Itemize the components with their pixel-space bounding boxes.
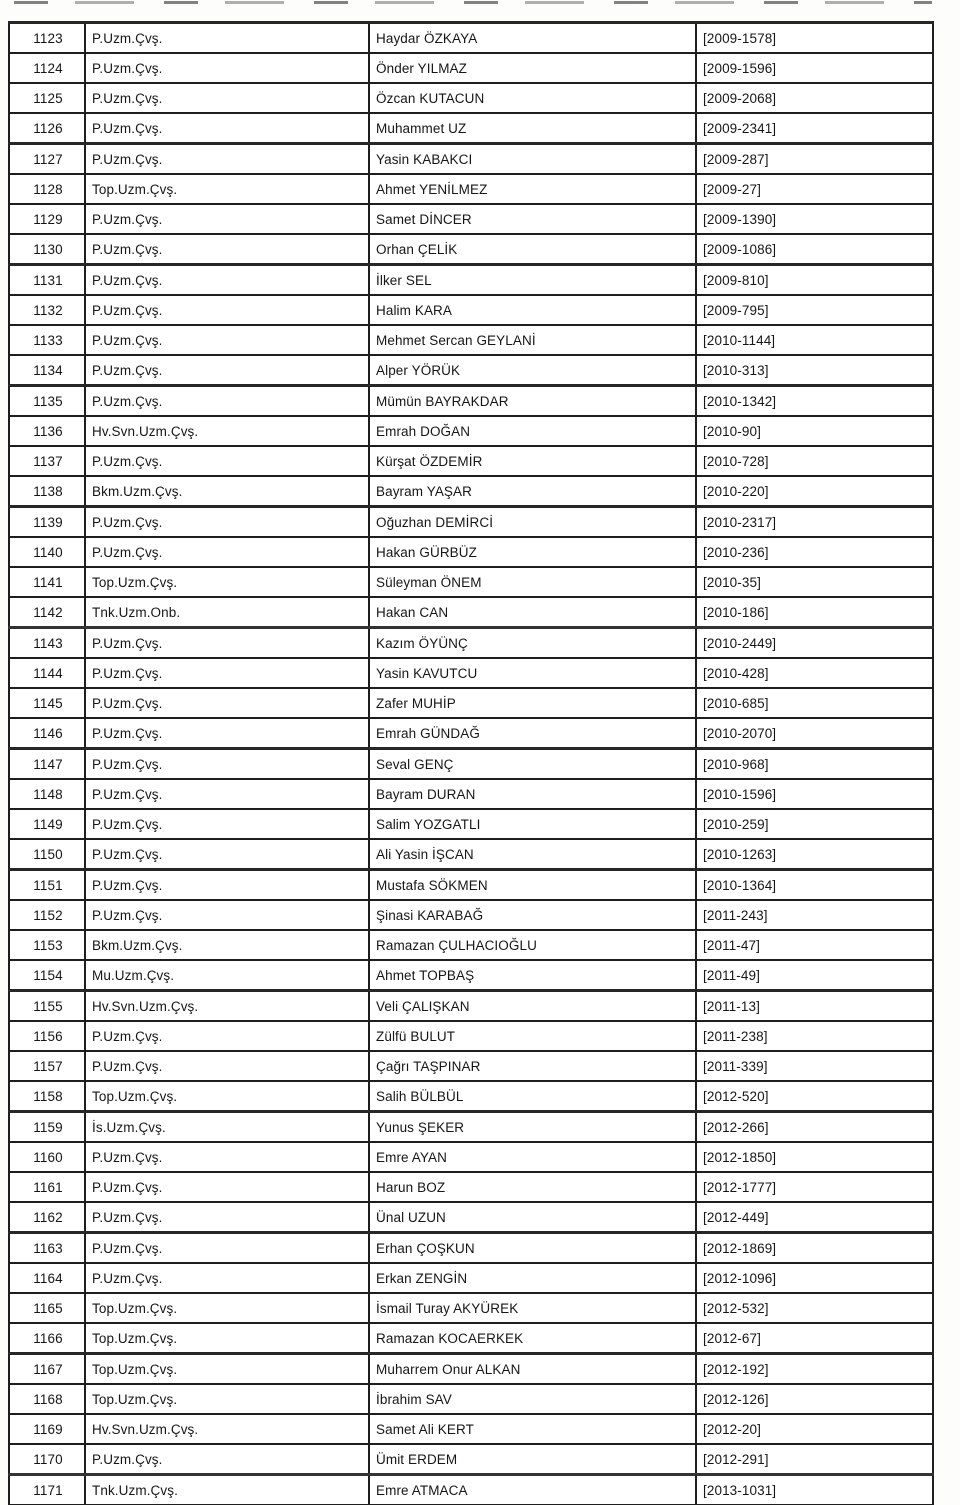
row-number-cell: 1148 xyxy=(9,779,85,809)
registry-cell: [2010-1144] xyxy=(696,325,933,355)
name-cell: Orhan ÇELİK xyxy=(369,234,696,265)
row-number-cell: 1151 xyxy=(9,870,85,901)
table-row xyxy=(9,416,933,446)
row-number-cell: 1139 xyxy=(9,507,85,538)
row-number-cell: 1160 xyxy=(9,1142,85,1172)
table-row xyxy=(9,628,933,659)
row-number-cell: 1153 xyxy=(9,930,85,960)
table-row xyxy=(9,688,933,718)
registry-cell: [2010-259] xyxy=(696,809,933,839)
table-row xyxy=(9,1081,933,1112)
table-row xyxy=(9,839,933,870)
registry-cell: [2010-236] xyxy=(696,537,933,567)
table-row xyxy=(9,144,933,175)
name-cell: Erhan ÇOŞKUN xyxy=(369,1233,696,1264)
row-number-cell: 1147 xyxy=(9,749,85,780)
registry-cell: [2011-47] xyxy=(696,930,933,960)
table-row xyxy=(9,1142,933,1172)
rank-cell: P.Uzm.Çvş. xyxy=(85,749,369,780)
registry-cell: [2009-287] xyxy=(696,144,933,175)
name-cell: Muharrem Onur ALKAN xyxy=(369,1354,696,1385)
rank-cell: Hv.Svn.Uzm.Çvş. xyxy=(85,991,369,1022)
row-number-cell: 1141 xyxy=(9,567,85,597)
table-row xyxy=(9,174,933,204)
name-cell: Mümün BAYRAKDAR xyxy=(369,386,696,417)
rank-cell: P.Uzm.Çvş. xyxy=(85,839,369,870)
registry-cell: [2012-1096] xyxy=(696,1263,933,1293)
name-cell: Oğuzhan DEMİRCİ xyxy=(369,507,696,538)
table-row xyxy=(9,295,933,325)
name-cell: İlker SEL xyxy=(369,265,696,296)
registry-cell: [2009-2341] xyxy=(696,113,933,144)
table-row xyxy=(9,597,933,628)
registry-cell: [2012-1777] xyxy=(696,1172,933,1202)
name-cell: Yunus ŞEKER xyxy=(369,1112,696,1143)
table-row xyxy=(9,265,933,296)
row-number-cell: 1170 xyxy=(9,1444,85,1475)
rank-cell: P.Uzm.Çvş. xyxy=(85,83,369,113)
row-number-cell: 1125 xyxy=(9,83,85,113)
table-row xyxy=(9,537,933,567)
row-number-cell: 1133 xyxy=(9,325,85,355)
row-number-cell: 1156 xyxy=(9,1021,85,1051)
rank-cell: P.Uzm.Çvş. xyxy=(85,355,369,386)
table-row xyxy=(9,386,933,417)
table-row xyxy=(9,1354,933,1385)
registry-cell: [2010-728] xyxy=(696,446,933,476)
registry-cell: [2009-795] xyxy=(696,295,933,325)
table-row xyxy=(9,991,933,1022)
rank-cell: Hv.Svn.Uzm.Çvş. xyxy=(85,416,369,446)
row-number-cell: 1157 xyxy=(9,1051,85,1081)
registry-cell: [2009-1390] xyxy=(696,204,933,234)
table-row xyxy=(9,718,933,749)
name-cell: Emre ATMACA xyxy=(369,1475,696,1505)
rank-cell: Bkm.Uzm.Çvş. xyxy=(85,930,369,960)
row-number-cell: 1155 xyxy=(9,991,85,1022)
table-row xyxy=(9,325,933,355)
rank-cell: P.Uzm.Çvş. xyxy=(85,204,369,234)
row-number-cell: 1159 xyxy=(9,1112,85,1143)
rank-cell: Tnk.Uzm.Çvş. xyxy=(85,1475,369,1505)
rank-cell: Top.Uzm.Çvş. xyxy=(85,567,369,597)
table-row xyxy=(9,930,933,960)
table-row xyxy=(9,870,933,901)
row-number-cell: 1124 xyxy=(9,53,85,83)
table-row xyxy=(9,1323,933,1354)
name-cell: Süleyman ÖNEM xyxy=(369,567,696,597)
registry-cell: [2012-1850] xyxy=(696,1142,933,1172)
rank-cell: P.Uzm.Çvş. xyxy=(85,1233,369,1264)
table-row xyxy=(9,53,933,83)
row-number-cell: 1150 xyxy=(9,839,85,870)
table-row xyxy=(9,113,933,144)
name-cell: Çağrı TAŞPINAR xyxy=(369,1051,696,1081)
rank-cell: P.Uzm.Çvş. xyxy=(85,446,369,476)
name-cell: Ramazan KOCAERKEK xyxy=(369,1323,696,1354)
row-number-cell: 1158 xyxy=(9,1081,85,1112)
row-number-cell: 1164 xyxy=(9,1263,85,1293)
rank-cell: P.Uzm.Çvş. xyxy=(85,1142,369,1172)
row-number-cell: 1134 xyxy=(9,355,85,386)
registry-cell: [2011-49] xyxy=(696,960,933,991)
rank-cell: P.Uzm.Çvş. xyxy=(85,295,369,325)
table-row xyxy=(9,900,933,930)
name-cell: Haydar ÖZKAYA xyxy=(369,23,696,54)
name-cell: Zülfü BULUT xyxy=(369,1021,696,1051)
registry-cell: [2012-449] xyxy=(696,1202,933,1233)
registry-cell: [2009-810] xyxy=(696,265,933,296)
rank-cell: Hv.Svn.Uzm.Çvş. xyxy=(85,1414,369,1444)
row-number-cell: 1152 xyxy=(9,900,85,930)
name-cell: Ahmet YENİLMEZ xyxy=(369,174,696,204)
row-number-cell: 1169 xyxy=(9,1414,85,1444)
row-number-cell: 1161 xyxy=(9,1172,85,1202)
table-row xyxy=(9,355,933,386)
table-row xyxy=(9,23,933,54)
row-number-cell: 1149 xyxy=(9,809,85,839)
row-number-cell: 1145 xyxy=(9,688,85,718)
registry-cell: [2012-532] xyxy=(696,1293,933,1323)
registry-cell: [2009-27] xyxy=(696,174,933,204)
table-row xyxy=(9,204,933,234)
rank-cell: P.Uzm.Çvş. xyxy=(85,1202,369,1233)
registry-cell: [2010-968] xyxy=(696,749,933,780)
rank-cell: Top.Uzm.Çvş. xyxy=(85,1354,369,1385)
rank-cell: Top.Uzm.Çvş. xyxy=(85,1323,369,1354)
registry-cell: [2011-13] xyxy=(696,991,933,1022)
table-row xyxy=(9,234,933,265)
name-cell: Muhammet UZ xyxy=(369,113,696,144)
name-cell: Mustafa SÖKMEN xyxy=(369,870,696,901)
registry-cell: [2009-1578] xyxy=(696,23,933,54)
name-cell: Bayram YAŞAR xyxy=(369,476,696,507)
table-row xyxy=(9,83,933,113)
rank-cell: P.Uzm.Çvş. xyxy=(85,688,369,718)
row-number-cell: 1144 xyxy=(9,658,85,688)
rank-cell: Bkm.Uzm.Çvş. xyxy=(85,476,369,507)
scan-artifact-line xyxy=(14,1,932,4)
table-row xyxy=(9,658,933,688)
name-cell: Emrah GÜNDAĞ xyxy=(369,718,696,749)
registry-cell: [2012-266] xyxy=(696,1112,933,1143)
registry-cell: [2009-2068] xyxy=(696,83,933,113)
registry-cell: [2010-1364] xyxy=(696,870,933,901)
name-cell: Erkan ZENGİN xyxy=(369,1263,696,1293)
row-number-cell: 1154 xyxy=(9,960,85,991)
registry-cell: [2012-192] xyxy=(696,1354,933,1385)
table-row xyxy=(9,749,933,780)
row-number-cell: 1165 xyxy=(9,1293,85,1323)
rank-cell: P.Uzm.Çvş. xyxy=(85,265,369,296)
row-number-cell: 1143 xyxy=(9,628,85,659)
name-cell: Ramazan ÇULHACIOĞLU xyxy=(369,930,696,960)
registry-cell: [2012-67] xyxy=(696,1323,933,1354)
name-cell: Seval GENÇ xyxy=(369,749,696,780)
rank-cell: P.Uzm.Çvş. xyxy=(85,1263,369,1293)
rank-cell: P.Uzm.Çvş. xyxy=(85,1172,369,1202)
name-cell: Halim KARA xyxy=(369,295,696,325)
registry-cell: [2010-1263] xyxy=(696,839,933,870)
table-row xyxy=(9,1293,933,1323)
registry-cell: [2009-1596] xyxy=(696,53,933,83)
name-cell: Salih BÜLBÜL xyxy=(369,1081,696,1112)
table-row xyxy=(9,1414,933,1444)
registry-cell: [2012-126] xyxy=(696,1384,933,1414)
name-cell: Ümit ERDEM xyxy=(369,1444,696,1475)
registry-cell: [2010-35] xyxy=(696,567,933,597)
row-number-cell: 1128 xyxy=(9,174,85,204)
table-row xyxy=(9,809,933,839)
name-cell: Salim YOZGATLI xyxy=(369,809,696,839)
roster-body xyxy=(9,23,933,1505)
registry-cell: [2010-220] xyxy=(696,476,933,507)
row-number-cell: 1126 xyxy=(9,113,85,144)
rank-cell: Top.Uzm.Çvş. xyxy=(85,1293,369,1323)
name-cell: Ahmet TOPBAŞ xyxy=(369,960,696,991)
row-number-cell: 1166 xyxy=(9,1323,85,1354)
row-number-cell: 1132 xyxy=(9,295,85,325)
row-number-cell: 1140 xyxy=(9,537,85,567)
table-row xyxy=(9,1444,933,1475)
name-cell: Zafer MUHİP xyxy=(369,688,696,718)
rank-cell: Mu.Uzm.Çvş. xyxy=(85,960,369,991)
rank-cell: P.Uzm.Çvş. xyxy=(85,144,369,175)
name-cell: Alper YÖRÜK xyxy=(369,355,696,386)
rank-cell: P.Uzm.Çvş. xyxy=(85,809,369,839)
registry-cell: [2010-428] xyxy=(696,658,933,688)
table-row xyxy=(9,1384,933,1414)
table-row xyxy=(9,960,933,991)
name-cell: İbrahim SAV xyxy=(369,1384,696,1414)
name-cell: Emrah DOĞAN xyxy=(369,416,696,446)
registry-cell: [2009-1086] xyxy=(696,234,933,265)
name-cell: Yasin KAVUTCU xyxy=(369,658,696,688)
table-row xyxy=(9,507,933,538)
name-cell: Emre AYAN xyxy=(369,1142,696,1172)
registry-cell: [2012-1869] xyxy=(696,1233,933,1264)
row-number-cell: 1168 xyxy=(9,1384,85,1414)
rank-cell: Top.Uzm.Çvş. xyxy=(85,1384,369,1414)
name-cell: Şinasi KARABAĞ xyxy=(369,900,696,930)
registry-cell: [2012-291] xyxy=(696,1444,933,1475)
rank-cell: P.Uzm.Çvş. xyxy=(85,1021,369,1051)
table-row xyxy=(9,1172,933,1202)
registry-cell: [2010-313] xyxy=(696,355,933,386)
registry-cell: [2010-685] xyxy=(696,688,933,718)
rank-cell: P.Uzm.Çvş. xyxy=(85,779,369,809)
row-number-cell: 1129 xyxy=(9,204,85,234)
rank-cell: Top.Uzm.Çvş. xyxy=(85,1081,369,1112)
rank-cell: P.Uzm.Çvş. xyxy=(85,1444,369,1475)
row-number-cell: 1135 xyxy=(9,386,85,417)
registry-cell: [2010-1342] xyxy=(696,386,933,417)
row-number-cell: 1123 xyxy=(9,23,85,54)
row-number-cell: 1130 xyxy=(9,234,85,265)
rank-cell: P.Uzm.Çvş. xyxy=(85,234,369,265)
name-cell: Veli ÇALIŞKAN xyxy=(369,991,696,1022)
name-cell: Önder YILMAZ xyxy=(369,53,696,83)
name-cell: Kazım ÖYÜNÇ xyxy=(369,628,696,659)
name-cell: Ünal UZUN xyxy=(369,1202,696,1233)
table-row xyxy=(9,567,933,597)
rank-cell: P.Uzm.Çvş. xyxy=(85,870,369,901)
table-row xyxy=(9,1202,933,1233)
registry-cell: [2012-20] xyxy=(696,1414,933,1444)
registry-cell: [2013-1031] xyxy=(696,1475,933,1505)
name-cell: Ali Yasin İŞCAN xyxy=(369,839,696,870)
table-row xyxy=(9,1263,933,1293)
row-number-cell: 1136 xyxy=(9,416,85,446)
rank-cell: P.Uzm.Çvş. xyxy=(85,1051,369,1081)
table-row xyxy=(9,779,933,809)
table-row xyxy=(9,1233,933,1264)
row-number-cell: 1127 xyxy=(9,144,85,175)
registry-cell: [2011-339] xyxy=(696,1051,933,1081)
rank-cell: P.Uzm.Çvş. xyxy=(85,113,369,144)
table-row xyxy=(9,1021,933,1051)
name-cell: Özcan KUTACUN xyxy=(369,83,696,113)
registry-cell: [2010-2449] xyxy=(696,628,933,659)
row-number-cell: 1171 xyxy=(9,1475,85,1505)
rank-cell: İs.Uzm.Çvş. xyxy=(85,1112,369,1143)
name-cell: Samet Ali KERT xyxy=(369,1414,696,1444)
registry-cell: [2010-1596] xyxy=(696,779,933,809)
table-row xyxy=(9,1475,933,1505)
name-cell: İsmail Turay AKYÜREK xyxy=(369,1293,696,1323)
rank-cell: P.Uzm.Çvş. xyxy=(85,23,369,54)
registry-cell: [2010-2070] xyxy=(696,718,933,749)
rank-cell: P.Uzm.Çvş. xyxy=(85,53,369,83)
registry-cell: [2011-243] xyxy=(696,900,933,930)
name-cell: Yasin KABAKCI xyxy=(369,144,696,175)
registry-cell: [2010-2317] xyxy=(696,507,933,538)
registry-cell: [2010-186] xyxy=(696,597,933,628)
row-number-cell: 1142 xyxy=(9,597,85,628)
name-cell: Bayram DURAN xyxy=(369,779,696,809)
registry-cell: [2010-90] xyxy=(696,416,933,446)
row-number-cell: 1167 xyxy=(9,1354,85,1385)
rank-cell: Top.Uzm.Çvş. xyxy=(85,174,369,204)
row-number-cell: 1137 xyxy=(9,446,85,476)
name-cell: Harun BOZ xyxy=(369,1172,696,1202)
table-row xyxy=(9,1051,933,1081)
rank-cell: Tnk.Uzm.Onb. xyxy=(85,597,369,628)
row-number-cell: 1138 xyxy=(9,476,85,507)
name-cell: Hakan CAN xyxy=(369,597,696,628)
rank-cell: P.Uzm.Çvş. xyxy=(85,537,369,567)
name-cell: Mehmet Sercan GEYLANİ xyxy=(369,325,696,355)
row-number-cell: 1146 xyxy=(9,718,85,749)
name-cell: Samet DİNCER xyxy=(369,204,696,234)
row-number-cell: 1163 xyxy=(9,1233,85,1264)
name-cell: Kürşat ÖZDEMİR xyxy=(369,446,696,476)
document-sheet xyxy=(8,21,932,1505)
personnel-roster-table xyxy=(8,21,934,1505)
rank-cell: P.Uzm.Çvş. xyxy=(85,386,369,417)
rank-cell: P.Uzm.Çvş. xyxy=(85,900,369,930)
table-row xyxy=(9,1112,933,1143)
rank-cell: P.Uzm.Çvş. xyxy=(85,507,369,538)
table-row xyxy=(9,476,933,507)
registry-cell: [2011-238] xyxy=(696,1021,933,1051)
registry-cell: [2012-520] xyxy=(696,1081,933,1112)
rank-cell: P.Uzm.Çvş. xyxy=(85,325,369,355)
row-number-cell: 1131 xyxy=(9,265,85,296)
rank-cell: P.Uzm.Çvş. xyxy=(85,628,369,659)
rank-cell: P.Uzm.Çvş. xyxy=(85,718,369,749)
name-cell: Hakan GÜRBÜZ xyxy=(369,537,696,567)
rank-cell: P.Uzm.Çvş. xyxy=(85,658,369,688)
row-number-cell: 1162 xyxy=(9,1202,85,1233)
table-row xyxy=(9,446,933,476)
